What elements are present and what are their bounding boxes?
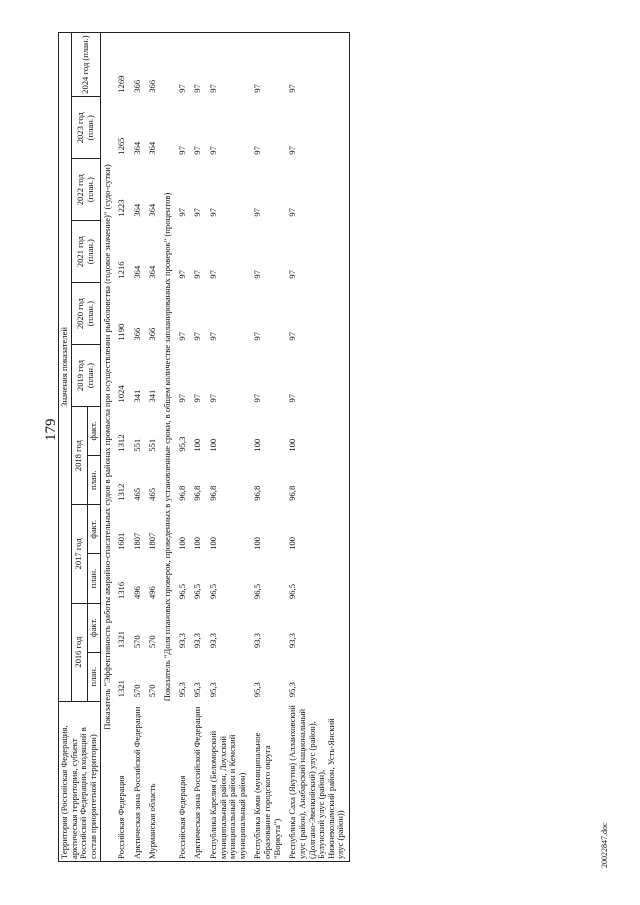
value-cell: 465: [147, 487, 158, 501]
value-cell: 97: [207, 393, 218, 403]
value-cell: 366: [130, 33, 146, 97]
header-year-2024: 2024 год (план.): [71, 33, 100, 97]
value-cell: 97: [176, 270, 187, 279]
header-territory: Территория (Российская Федерация, арктическая территория, субъект Российской Федерации, входящий в состав приоритетной территории): [59, 701, 101, 861]
value-cell: 97: [285, 283, 349, 345]
header-plan: план.: [87, 652, 100, 701]
value-cell: 100: [192, 438, 203, 452]
value-cell: 97: [252, 270, 263, 279]
value-cell: 100: [207, 438, 218, 452]
value-cell: 364: [147, 265, 158, 279]
rotated-table-area: [58, 32, 640, 862]
value-cell: 95,3: [252, 682, 263, 698]
value-cell: 95,3: [207, 682, 218, 698]
value-cell: 96,5: [176, 583, 187, 600]
header-fact: факт.: [87, 603, 100, 652]
value-cell: 364: [131, 203, 142, 217]
value-cell: 97: [285, 33, 349, 97]
value-cell: 1312: [116, 483, 127, 501]
header-year-2017: 2017 год: [71, 505, 87, 603]
header-year-2022: 2022 год (план.): [71, 159, 100, 221]
value-cell: 97: [285, 221, 349, 283]
value-cell: 1312: [116, 434, 127, 452]
value-cell: 1321: [116, 630, 127, 649]
territory-name: Российская Федерация: [175, 701, 191, 861]
value-cell: 97: [207, 331, 218, 341]
value-cell: 97: [285, 97, 349, 159]
territory-name: Арктическая зона Российской Федерации: [130, 701, 146, 861]
value-cell: 364: [147, 141, 158, 155]
value-cell: 95,3: [192, 682, 203, 698]
value-cell: 95,3: [176, 682, 187, 698]
value-cell: 366: [131, 327, 142, 341]
value-cell: 570: [131, 684, 142, 698]
value-cell: 100: [252, 438, 263, 452]
value-cell: 97: [192, 393, 203, 403]
value-cell: 570: [147, 635, 158, 649]
value-cell: 95,3: [176, 436, 187, 452]
value-cell: 93,3: [207, 633, 218, 649]
value-cell: 97: [192, 270, 203, 279]
value-cell: 97: [250, 33, 285, 97]
territory-name: Мурманская область: [145, 701, 161, 861]
value-cell: 100: [285, 407, 349, 456]
value-cell: 465: [131, 487, 142, 501]
value-cell: 1601: [116, 532, 127, 550]
header-year-2021: 2021 год (план.): [71, 221, 100, 283]
value-cell: 96,8: [285, 456, 349, 505]
value-cell: 97: [176, 208, 187, 217]
value-cell: 97: [206, 33, 251, 97]
value-cell: 341: [147, 389, 158, 403]
table-wrapper: [58, 32, 640, 862]
table-row: [250, 33, 285, 862]
value-cell: 366: [145, 33, 161, 97]
value-cell: 97: [252, 146, 263, 155]
header-year-2019: 2019 год (план.): [71, 345, 100, 407]
table-row: [190, 33, 206, 862]
value-cell: 97: [192, 208, 203, 217]
territory-name: Российская Федерация: [114, 701, 130, 861]
value-cell: 551: [131, 438, 142, 452]
value-cell: 97: [207, 208, 218, 217]
value-cell: 97: [252, 208, 263, 217]
value-cell: 95,3: [285, 652, 349, 701]
value-cell: 97: [252, 393, 263, 403]
header-year-2023: 2023 год (план.): [71, 97, 100, 159]
value-cell: 97: [190, 33, 206, 97]
page-number: 179: [43, 418, 59, 441]
header-year-2018: 2018 год: [71, 407, 87, 505]
value-cell: 1316: [116, 581, 127, 600]
value-cell: 97: [252, 331, 263, 341]
value-cell: 96,8: [207, 485, 218, 501]
value-cell: 364: [131, 265, 142, 279]
table-row: [130, 33, 146, 862]
value-cell: 93,3: [285, 603, 349, 652]
table-row: [114, 33, 130, 862]
value-cell: 1321: [116, 680, 127, 698]
value-cell: 496: [131, 586, 142, 600]
value-cell: 496: [147, 586, 158, 600]
header-fact: факт.: [87, 407, 100, 456]
value-cell: 93,3: [192, 633, 203, 649]
value-cell: 1269: [114, 33, 130, 97]
value-cell: 96,5: [252, 583, 263, 600]
value-cell: 97: [175, 33, 191, 97]
value-cell: 366: [147, 327, 158, 341]
value-cell: 97: [192, 146, 203, 155]
table-row: [175, 33, 191, 862]
indicator-title-inspections: Показатель "Доля плановых проверок, проведенных в установленные сроки, в общем количестве запланированных проверок" (процентов): [161, 33, 175, 862]
value-cell: 1265: [116, 137, 127, 155]
value-cell: 96,8: [252, 485, 263, 501]
header-fact: факт.: [87, 505, 100, 554]
footer-file-code: 20022847.doc: [600, 822, 609, 868]
indicators-table: [58, 32, 350, 862]
header-year-2020: 2020 год (план.): [71, 283, 100, 345]
value-cell: 97: [176, 146, 187, 155]
value-cell: 96,8: [176, 485, 187, 501]
value-cell: 100: [176, 537, 187, 550]
value-cell: 1024: [116, 385, 127, 403]
territory-name: Арктическая зона Российской Федерации: [190, 701, 206, 861]
value-cell: 1216: [116, 261, 127, 279]
value-cell: 97: [176, 393, 187, 403]
value-cell: 1807: [131, 532, 142, 550]
value-cell: 570: [147, 684, 158, 698]
value-cell: 1190: [116, 323, 127, 341]
value-cell: 570: [131, 635, 142, 649]
value-cell: 93,3: [176, 633, 187, 649]
table-row: [206, 33, 251, 862]
value-cell: 97: [192, 331, 203, 341]
value-cell: 100: [192, 537, 203, 550]
value-cell: 1807: [147, 532, 158, 550]
header-plan: план.: [87, 554, 100, 603]
value-cell: 97: [207, 270, 218, 279]
value-cell: 100: [207, 537, 218, 550]
value-cell: 96,5: [192, 583, 203, 600]
header-values-title: Значения показателей: [59, 33, 72, 702]
value-cell: 341: [131, 389, 142, 403]
territory-name: Республика Коми (муниципальное образование городского округа "Воркута"): [250, 701, 285, 861]
value-cell: 97: [285, 345, 349, 407]
header-plan: план.: [87, 456, 100, 505]
value-cell: 551: [147, 438, 158, 452]
value-cell: 96,8: [192, 485, 203, 501]
value-cell: 97: [207, 146, 218, 155]
table-row: [285, 33, 349, 862]
value-cell: 100: [252, 537, 263, 550]
table-row: [145, 33, 161, 862]
value-cell: 93,3: [252, 633, 263, 649]
value-cell: 364: [147, 203, 158, 217]
value-cell: 96,5: [207, 583, 218, 600]
value-cell: 1223: [116, 199, 127, 217]
territory-name: Республика Саха (Якутия) (Аллаиховский улус (район), Анабарский национальный (Долгано-Эвенкийский) улус (район), Булунский улус (район), Нижнеколымский район, Усть-Янский улус (район)): [285, 701, 349, 861]
indicator-title-vessels: Показатель "Эффективность работы аварийно-спасательных судов в районах промысла при осуществлении рыболовства (годовое значение)" (судо-сутки): [100, 33, 114, 862]
header-year-2016: 2016 год: [71, 603, 87, 701]
value-cell: 97: [285, 159, 349, 221]
value-cell: 364: [131, 141, 142, 155]
value-cell: 97: [176, 331, 187, 341]
value-cell: 96,5: [285, 554, 349, 603]
territory-name: Республика Карелия (Беломорский муниципальный район, Лоухский муниципальный район и Кемский муниципальный район): [206, 701, 251, 861]
value-cell: 100: [285, 505, 349, 554]
